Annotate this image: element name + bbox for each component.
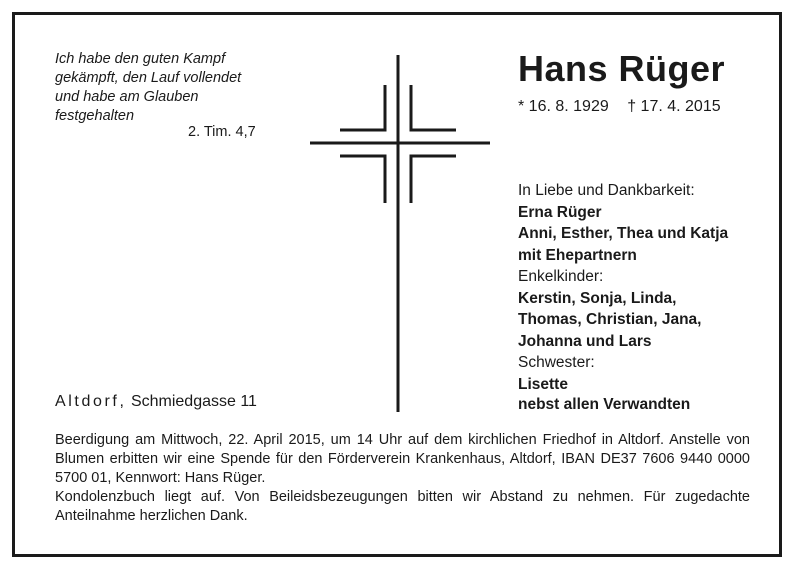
cross-icon [310,55,490,415]
condolence-note: Kondolenzbuch liegt auf. Von Beileidsbezeugungen bitten wir Abstand zu nehmen. Für zugedachte Anteilnahme herzlichen Dank. [55,489,750,524]
mourners-list [518,180,728,395]
quote-line: Ich habe den guten Kampf [55,51,226,67]
family-address [55,393,257,411]
relatives-line: nebst allen Verwandten [518,396,691,413]
children-names: Anni, Esther, Thea und Katja [518,225,729,242]
funeral-notice [55,431,750,526]
funeral-details: Beerdigung am Mittwoch, 22. April 2015, um 14 Uhr auf dem kirchlichen Friedhof in Altdorf. Anstelle von Blumen erbitten wir eine Spende für den Förderverein Krankenhaus, Altdorf, IBAN DE37 7606 9440 0000 5700 01, Kennwort: Hans Rüger. [55,432,750,486]
bible-quote [55,50,290,126]
death-date: † 17. 4. 2015 [627,98,721,115]
quote-line: gekämpft, den Lauf vollendet [55,70,242,86]
mourners-intro: In Liebe und Dankbarkeit: [518,182,695,199]
grandchildren-label: Enkelkinder: [518,268,604,285]
quote-line: und habe am Glauben [55,89,199,105]
sister-name: Lisette [518,375,568,393]
quote-reference: 2. Tim. 4,7 [188,124,256,140]
address-town: Altdorf, [55,393,127,410]
spouse-name: Erna Rüger [518,203,602,221]
sister-label: Schwester: [518,354,595,371]
quote-line: festgehalten [55,108,135,124]
life-dates [518,98,735,116]
birth-date: * 16. 8. 1929 [518,98,609,115]
address-street: Schmiedgasse 11 [130,393,257,410]
grandchildren-names: Kerstin, Sonja, Linda, [518,289,677,307]
grandchildren-names: Johanna und Lars [518,332,652,350]
children-partners: mit Ehepartnern [518,246,637,264]
grandchildren-names: Thomas, Christian, Jana, [518,311,702,328]
deceased-name: Hans Rüger [518,48,726,89]
